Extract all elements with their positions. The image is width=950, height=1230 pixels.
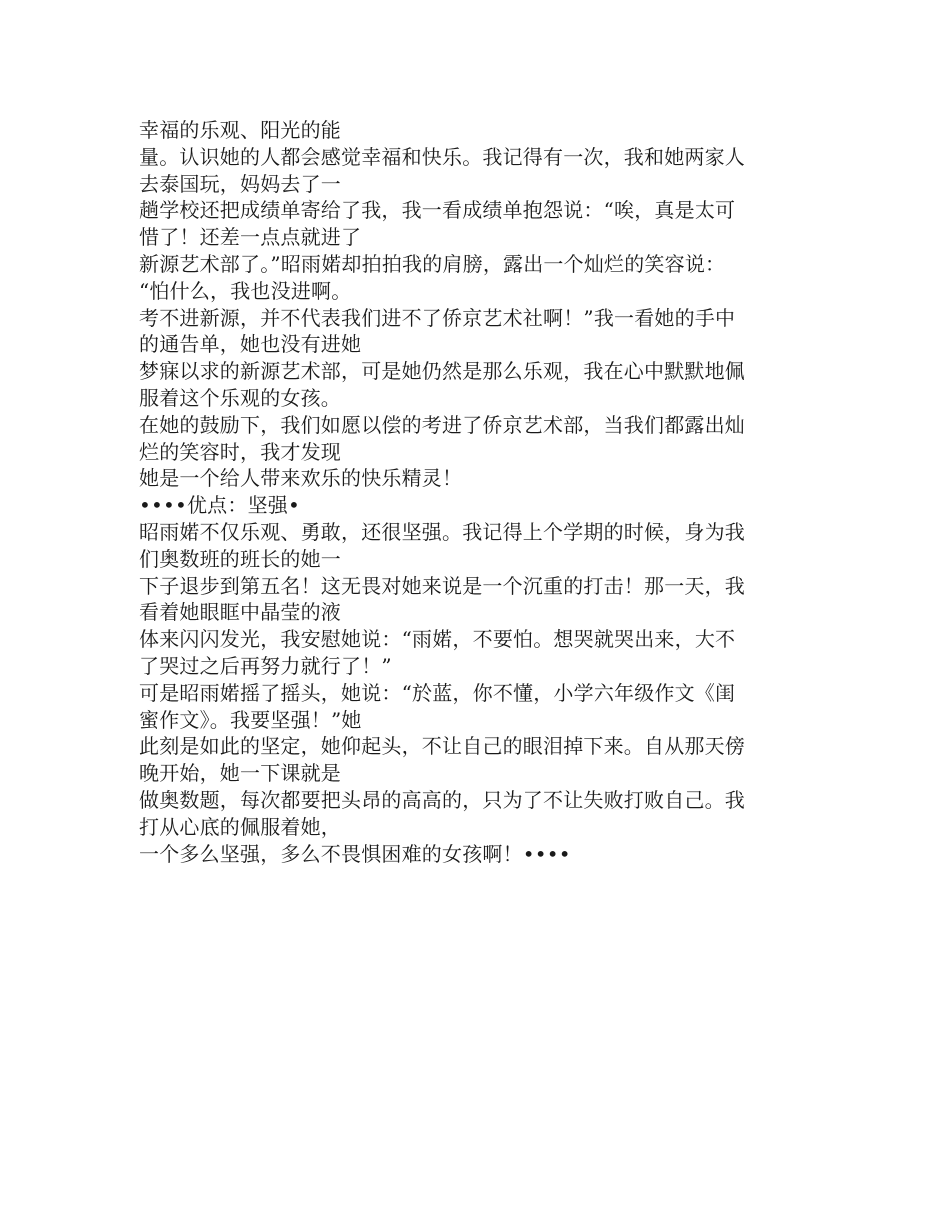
text-line: 考不进新源，并不代表我们进不了侨京艺术社啊！”我一看她的手中 bbox=[139, 305, 736, 330]
section-heading: ••••优点：坚强• bbox=[139, 493, 300, 518]
text-line: 趟学校还把成绩单寄给了我，我一看成绩单抱怨说：“唉，真是太可 bbox=[139, 198, 736, 223]
text-line: 梦寐以求的新源艺术部，可是她仍然是那么乐观，我在心中默默地佩 bbox=[139, 359, 745, 384]
text-line: 幸福的乐观、阳光的能 bbox=[139, 118, 341, 142]
text-line: 服着这个乐观的女孩。 bbox=[139, 385, 341, 410]
text-line: 可是昭雨婼摇了摇头，她说：“於蓝，你不懂，小学六年级作文《闺 bbox=[139, 680, 736, 705]
text-line: 此刻是如此的坚定，她仰起头，不让自己的眼泪掉下来。自从那天傍 bbox=[139, 734, 745, 759]
text-line: 她是一个给人带来欢乐的快乐精灵！ bbox=[139, 466, 463, 491]
text-line: 在她的鼓励下，我们如愿以偿的考进了侨京艺术部，当我们都露出灿 bbox=[139, 412, 745, 437]
text-line: 们奥数班的班长的她一 bbox=[139, 546, 341, 571]
text-line: 体来闪闪发光，我安慰她说：“雨婼，不要怕。想哭就哭出来，大不 bbox=[139, 627, 736, 652]
text-line: 惜了！还差一点点就进了 bbox=[139, 225, 362, 250]
document-body bbox=[139, 117, 819, 867]
text-line: 打从心底的佩服着她， bbox=[139, 814, 341, 839]
text-line: 看着她眼眶中晶莹的液 bbox=[139, 600, 341, 625]
text-line: 去泰国玩，妈妈去了一 bbox=[139, 171, 341, 196]
text-line: 量。认识她的人都会感觉幸福和快乐。我记得有一次，我和她两家人 bbox=[139, 144, 745, 169]
text-line: 一个多么坚强，多么不畏惧困难的女孩啊！•••• bbox=[139, 841, 571, 866]
text-line: 了哭过之后再努力就行了！” bbox=[139, 653, 392, 678]
text-line: 的通告单，她也没有进她 bbox=[139, 332, 362, 357]
text-line: 做奥数题，每次都要把头昂的高高的，只为了不让失败打败自己。我 bbox=[139, 787, 745, 812]
text-line: 新源艺术部了。”昭雨婼却拍拍我的肩膀，露出一个灿烂的笑容说： bbox=[139, 251, 726, 276]
text-line: 烂的笑容时，我才发现 bbox=[139, 439, 341, 464]
text-line: 蜜作文》。我要坚强！”她 bbox=[139, 707, 362, 732]
text-line: 昭雨婼不仅乐观、勇敢，还很坚强。我记得上个学期的时候，身为我 bbox=[139, 519, 745, 544]
text-line: 下子退步到第五名！这无畏对她来说是一个沉重的打击！那一天，我 bbox=[139, 573, 745, 598]
text-line: 晚开始，她一下课就是 bbox=[139, 761, 341, 786]
text-line: “怕什么，我也没进啊。 bbox=[139, 278, 352, 303]
